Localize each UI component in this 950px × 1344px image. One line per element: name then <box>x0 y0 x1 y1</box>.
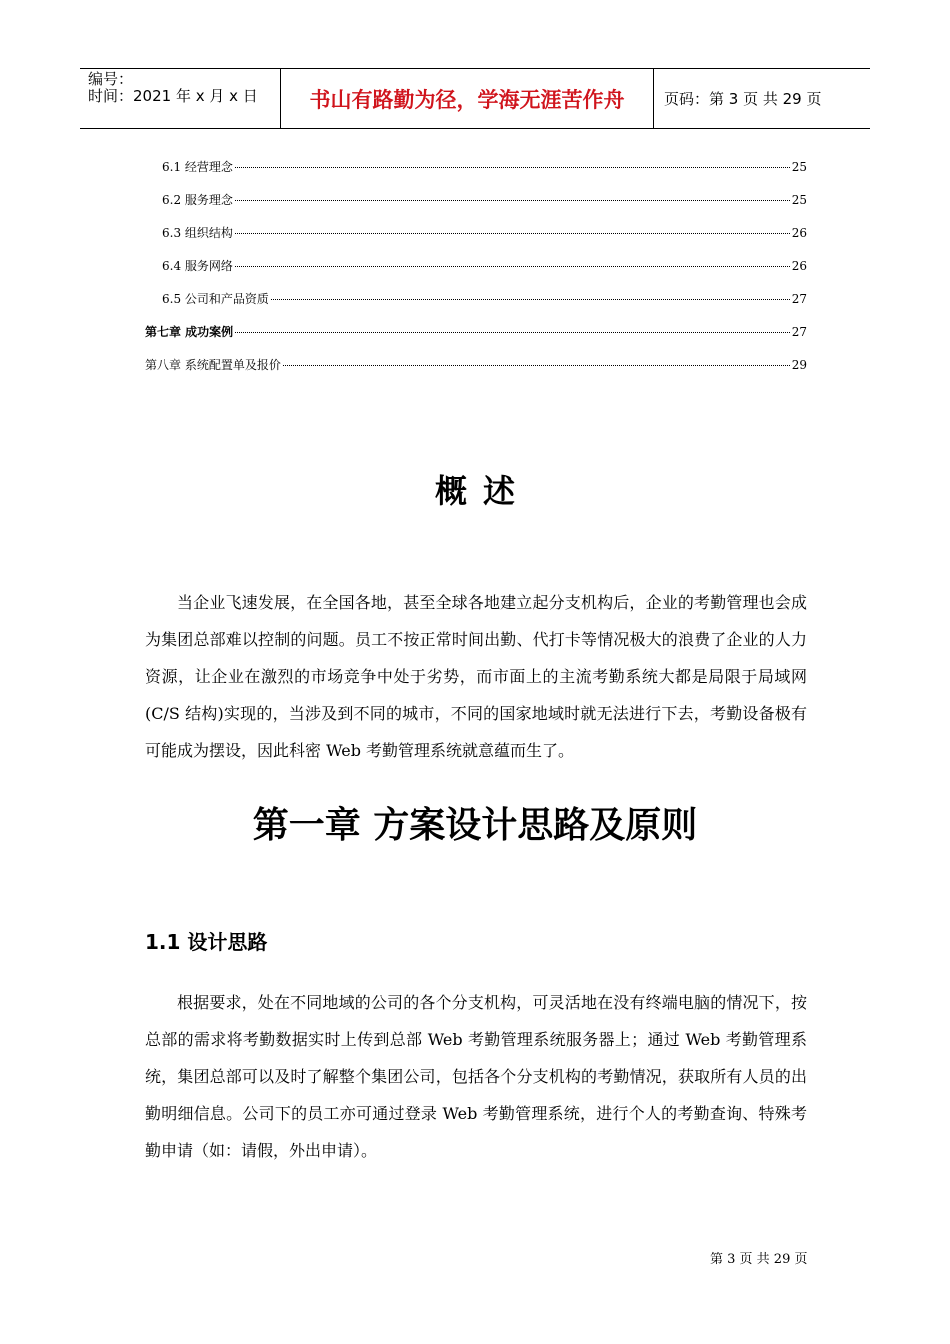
toc-entry[interactable] <box>145 354 807 387</box>
toc-entry-page: 26 <box>791 226 807 240</box>
section-heading: 1.1 设计思路 <box>145 930 268 954</box>
toc-entry-page: 25 <box>791 193 807 207</box>
toc-leader <box>235 332 790 333</box>
toc-entry-label: 第八章 系统配置单及报价 <box>145 358 281 372</box>
header-meta <box>80 69 281 128</box>
toc-entry-label: 6.1 经营理念 <box>162 160 233 174</box>
header-time: 时间：2021 年 x 月 x 日 <box>88 87 258 105</box>
toc-entry-page: 27 <box>791 325 807 339</box>
toc-leader <box>235 200 790 201</box>
toc-leader <box>235 266 790 267</box>
header-number: 编号： <box>88 70 134 88</box>
overview-heading: 概述 <box>434 472 531 510</box>
toc-leader <box>235 167 790 168</box>
toc-leader <box>271 299 790 300</box>
toc-entry[interactable] <box>145 288 807 321</box>
table-of-contents <box>145 156 807 387</box>
chapter-heading: 第一章 方案设计思路及原则 <box>252 805 698 846</box>
header-motto: 书山有路勤为径，学海无涯苦作舟 <box>281 69 654 128</box>
toc-entry-label: 6.4 服务网络 <box>162 259 233 273</box>
toc-entry[interactable] <box>145 189 807 222</box>
toc-leader <box>283 365 790 366</box>
page-header <box>80 68 870 129</box>
section-paragraph: 根据要求，处在不同地域的公司的各个分支机构，可灵活地在没有终端电脑的情况下，按总部的需求将考勤数据实时上传到总部 Web 考勤管理系统服务器上；通过 Web 考勤管理系统，集团总部可以及时了解整个集团公司，包括各个分支机构的考勤情况，获取所有人员的出勤明细信息。公司下的员工亦可通过登录 Web 考勤管理系统，进行个人的考勤查询、特殊考勤申请（如：请假，外出申请）。 <box>145 993 807 1160</box>
overview-paragraph: 当企业飞速发展，在全国各地，甚至全球各地建立起分支机构后，企业的考勤管理也会成为集团总部难以控制的问题。员工不按正常时间出勤、代打卡等情况极大的浪费了企业的人力资源，让企业在激烈的市场竞争中处于劣势，而市面上的主流考勤系统大都是局限于局域网(C/S 结构)实现的，当涉及到不同的城市，不同的国家地域时就无法进行下去，考勤设备极有可能成为摆设，因此科密 Web 考勤管理系统就意蕴而生了。 <box>145 593 807 760</box>
toc-entry[interactable] <box>145 321 807 354</box>
page-footer: 第 3 页 共 29 页 <box>710 1252 808 1267</box>
toc-entry-label: 6.5 公司和产品资质 <box>162 292 269 306</box>
toc-entry-page: 29 <box>791 358 807 372</box>
toc-entry[interactable] <box>145 156 807 189</box>
toc-entry-label: 6.2 服务理念 <box>162 193 233 207</box>
toc-entry-page: 25 <box>791 160 807 174</box>
header-page-info: 页码：第 3 页 共 29 页 <box>664 90 822 108</box>
toc-entry-label: 6.3 组织结构 <box>162 226 233 240</box>
toc-entry[interactable] <box>145 255 807 288</box>
toc-entry-page: 26 <box>791 259 807 273</box>
toc-entry-page: 27 <box>791 292 807 306</box>
toc-leader <box>235 233 790 234</box>
toc-entry[interactable] <box>145 222 807 255</box>
toc-entry-label: 第七章 成功案例 <box>145 325 234 339</box>
